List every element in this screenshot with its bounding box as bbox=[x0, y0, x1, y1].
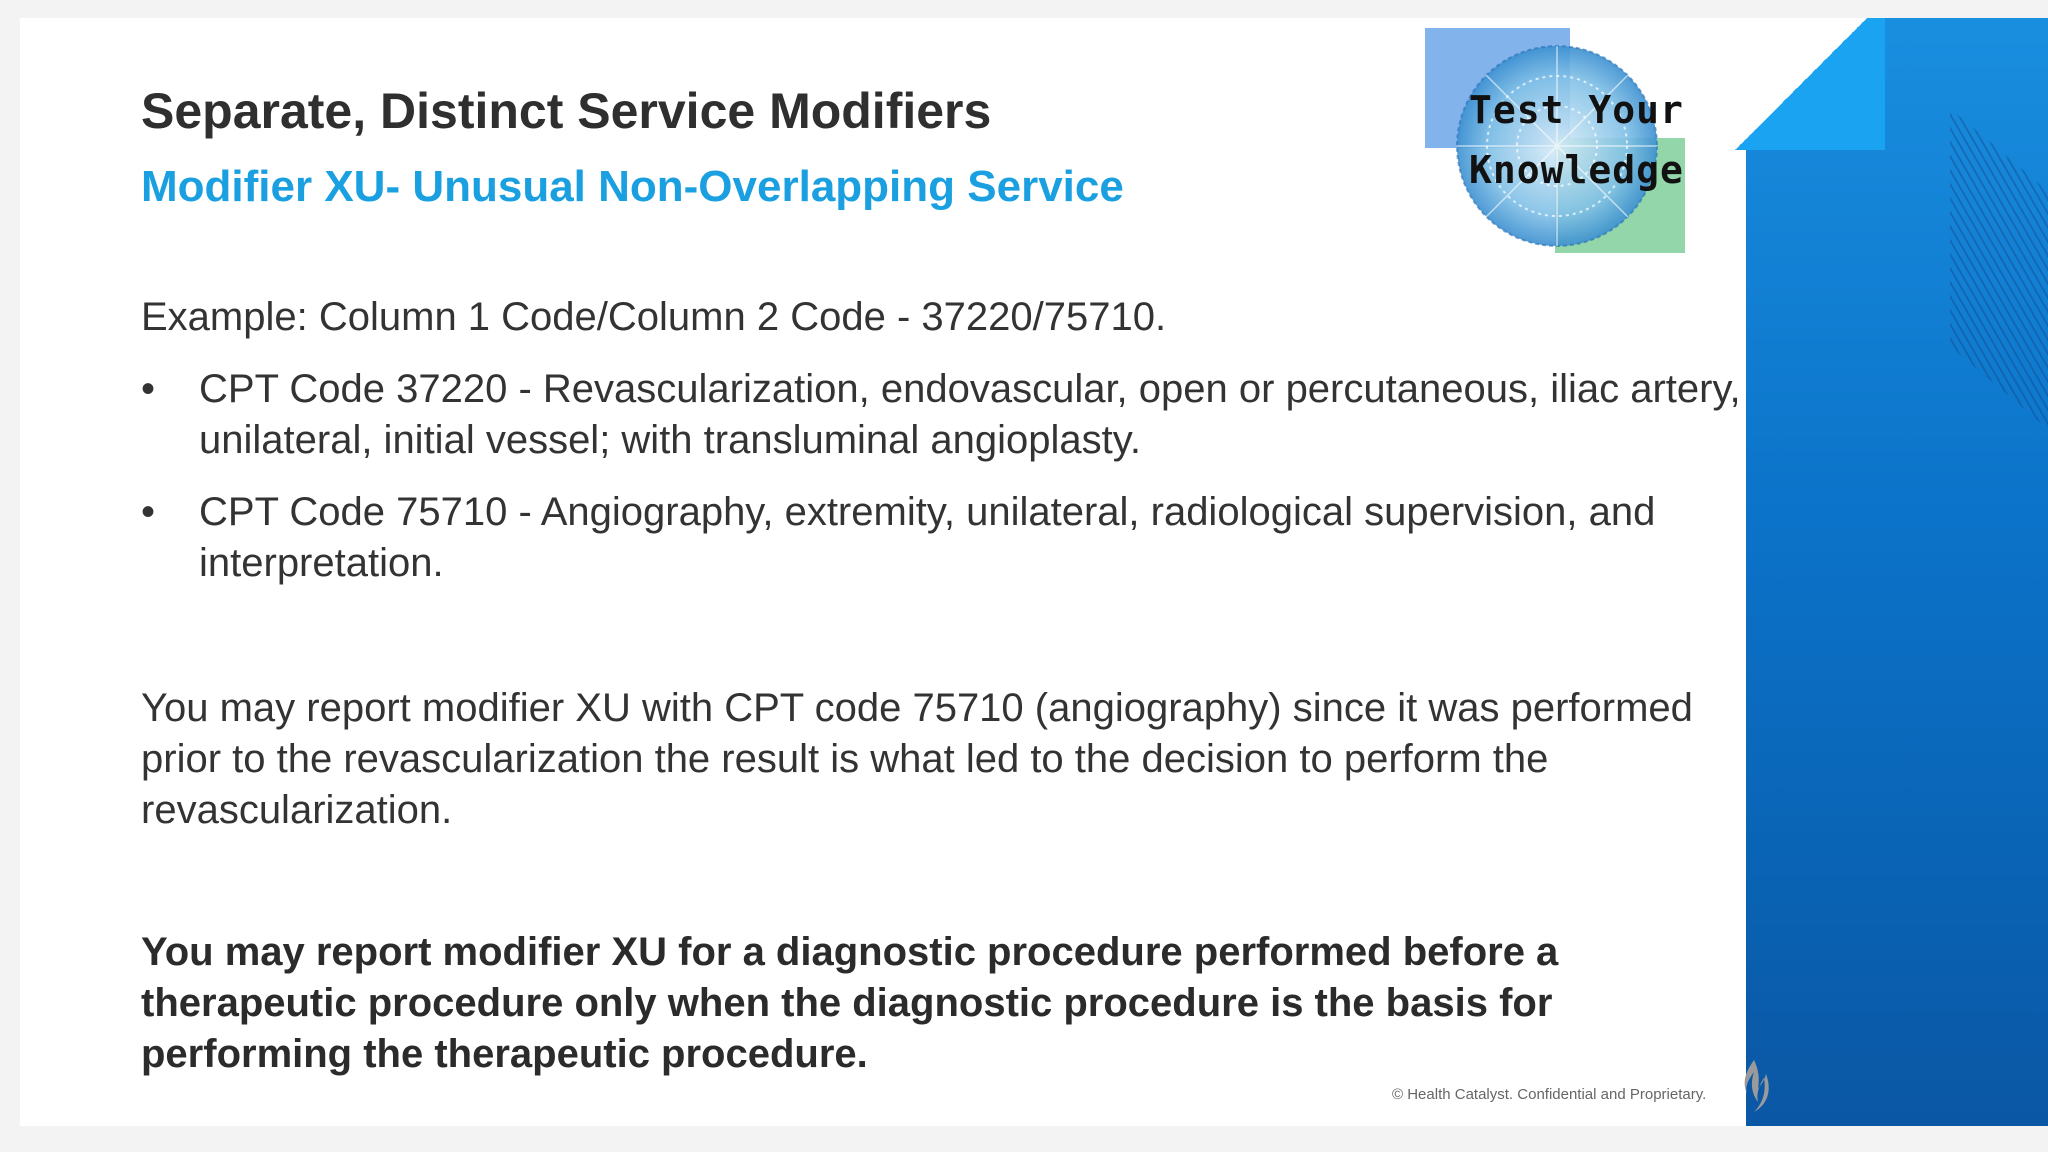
slide-title: Separate, Distinct Service Modifiers bbox=[141, 83, 992, 139]
badge-line-2: Knowledge bbox=[1469, 148, 1684, 192]
test-your-knowledge-logo bbox=[1405, 18, 1705, 268]
bullet-text: CPT Code 75710 - Angiography, extremity, unilateral, radiological supervision, and interpretation. bbox=[199, 490, 1656, 585]
health-catalyst-flame-icon bbox=[1736, 1058, 1772, 1114]
badge-line-1: Test Your bbox=[1469, 88, 1684, 132]
slide-subtitle: Modifier XU- Unusual Non-Overlapping Service bbox=[141, 162, 1124, 211]
badge-graphic-icon bbox=[1405, 18, 1705, 268]
decorative-blue-wedge bbox=[1735, 18, 1885, 150]
bullet-text: CPT Code 37220 - Revascularization, endovascular, open or percutaneous, iliac artery, unilateral, initial vessel; with transluminal angioplasty. bbox=[199, 367, 1741, 462]
list-item bbox=[141, 487, 1781, 589]
example-line: Example: Column 1 Code/Column 2 Code - 37220/75710. bbox=[141, 295, 1167, 339]
bullet-dot: • bbox=[141, 490, 156, 534]
explanation-paragraph: You may report modifier XU with CPT code 75710 (angiography) since it was performed prior to the revascularization the result is what led to the decision to perform the revascularization. bbox=[141, 686, 1693, 832]
cpt-code-list bbox=[141, 364, 1781, 610]
list-item bbox=[141, 364, 1781, 466]
rule-paragraph: You may report modifier XU for a diagnostic procedure performed before a therapeutic procedure only when the diagnostic procedure is the basis for performing the therapeutic procedure. bbox=[141, 930, 1559, 1076]
bullet-dot: • bbox=[141, 367, 156, 411]
slide bbox=[20, 18, 2048, 1126]
footer-copyright: © Health Catalyst. Confidential and Proprietary. bbox=[1392, 1086, 1707, 1103]
